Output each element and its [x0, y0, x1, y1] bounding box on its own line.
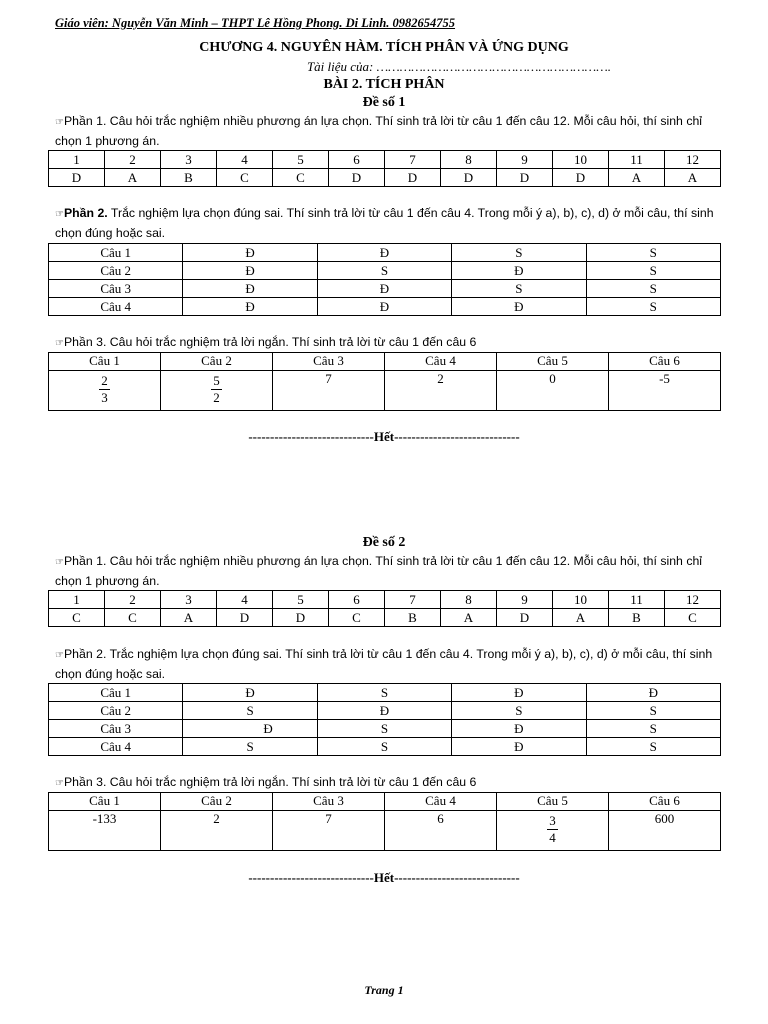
table-cell: 11 — [609, 151, 665, 169]
part-label: Phần 1. — [63, 554, 107, 568]
exam-2-end-marker: -----------------------------Hết----------------------------- — [248, 870, 520, 885]
table-cell: S — [183, 702, 317, 720]
fraction-numerator: 2 — [101, 373, 108, 388]
exam-2-part-3-instructions — [55, 773, 723, 793]
fraction — [211, 371, 222, 406]
table-cell: Đ — [452, 738, 586, 756]
exam-2-part-2-instructions — [55, 645, 723, 684]
table-row-numbers — [49, 591, 721, 609]
exam-1-part-3-instructions — [55, 333, 723, 353]
cell-value: Đ — [263, 720, 273, 736]
table-cell: 9 — [497, 151, 553, 169]
table-cell: 4 — [217, 591, 273, 609]
table-cell: S — [317, 262, 451, 280]
table-cell: 2 — [105, 151, 161, 169]
table-cell: 9 — [497, 591, 553, 609]
exam-2-part-1-instructions — [55, 552, 723, 591]
exam-1-end-marker: -----------------------------Hết----------------------------- — [248, 429, 520, 444]
table-row — [49, 702, 721, 720]
table-cell: C — [49, 609, 105, 627]
table-cell: A — [553, 609, 609, 627]
table-row-headers — [49, 793, 721, 811]
table-cell: A — [609, 169, 665, 187]
exam-1-title: Đề số 1 — [362, 95, 406, 110]
part-label: Phần 2. — [63, 206, 108, 220]
table-cell: Đ — [452, 262, 586, 280]
part-label: Phần 2. — [63, 647, 107, 661]
table-cell: Câu 4 — [49, 738, 183, 756]
table-cell: S — [586, 280, 720, 298]
exam-2-part-2-answer-table — [48, 683, 721, 756]
part-label: Phần 3. — [63, 775, 107, 789]
table-cell: 12 — [665, 591, 721, 609]
table-cell: Đ — [183, 262, 317, 280]
table-cell: -133 — [49, 811, 161, 851]
table-cell: S — [317, 720, 451, 738]
table-row — [49, 244, 721, 262]
table-cell: 7 — [385, 151, 441, 169]
table-row-answers — [49, 371, 721, 411]
table-cell: D — [49, 169, 105, 187]
fraction-denominator: 4 — [549, 830, 556, 845]
table-header-cell: Câu 3 — [273, 353, 385, 371]
fraction — [547, 811, 558, 846]
part-label: Phần 1. — [63, 114, 107, 128]
part-text: Trắc nghiệm lựa chọn đúng sai. Thí sinh trả lời từ câu 1 đến câu 4. Trong mỗi ý a), b), c), d) ở mỗi câu, thí sinh chọn đúng hoặc sai. — [55, 206, 714, 240]
exam-1-part-2-instructions — [55, 204, 723, 243]
table-cell: B — [161, 169, 217, 187]
table-cell: D — [217, 609, 273, 627]
table-cell: 3 — [161, 151, 217, 169]
table-cell: Đ — [586, 684, 720, 702]
table-cell: C — [105, 609, 161, 627]
table-row — [49, 262, 721, 280]
table-header-cell: Câu 2 — [161, 793, 273, 811]
table-cell — [161, 371, 273, 411]
pointing-hand-icon: ☞ — [55, 338, 64, 349]
fraction-numerator: 5 — [213, 373, 220, 388]
table-cell: 10 — [553, 591, 609, 609]
table-cell: Câu 1 — [49, 244, 183, 262]
exam-1-part-3-answer-table — [48, 352, 721, 411]
table-cell: C — [665, 609, 721, 627]
table-cell: Câu 2 — [49, 702, 183, 720]
table-cell: 8 — [441, 591, 497, 609]
table-cell: 12 — [665, 151, 721, 169]
table-cell: Đ — [452, 720, 586, 738]
table-cell — [49, 371, 161, 411]
table-row-answers — [49, 609, 721, 627]
exam-2-part-1-answer-table — [48, 590, 721, 627]
table-cell: 6 — [385, 811, 497, 851]
table-cell: D — [441, 169, 497, 187]
table-cell: 1 — [49, 591, 105, 609]
table-cell: 2 — [161, 811, 273, 851]
fraction-denominator: 2 — [213, 390, 220, 405]
table-cell: Đ — [452, 684, 586, 702]
table-cell: Đ — [183, 244, 317, 262]
page-number: Trang 1 — [364, 983, 404, 997]
table-cell: Đ — [317, 244, 451, 262]
exam-2-title: Đề số 2 — [362, 535, 406, 550]
part-text: Câu hỏi trắc nghiệm trả lời ngắn. Thí sinh trả lời từ câu 1 đến câu 6 — [106, 775, 477, 789]
table-cell: 2 — [105, 591, 161, 609]
table-cell: Đ — [317, 702, 451, 720]
table-cell: S — [317, 738, 451, 756]
table-row — [49, 720, 721, 738]
table-cell: S — [183, 738, 317, 756]
table-cell: 8 — [441, 151, 497, 169]
table-cell: B — [385, 609, 441, 627]
table-header-cell: Câu 5 — [497, 353, 609, 371]
table-cell: Đ — [183, 280, 317, 298]
table-cell: -5 — [609, 371, 721, 411]
table-cell: Câu 2 — [49, 262, 183, 280]
table-row — [49, 298, 721, 316]
table-cell: D — [273, 609, 329, 627]
table-cell: Đ — [452, 298, 586, 316]
exam-1-part-1-answer-table — [48, 150, 721, 187]
table-cell: D — [385, 169, 441, 187]
table-cell: A — [665, 169, 721, 187]
table-row — [49, 738, 721, 756]
table-cell: S — [586, 298, 720, 316]
table-cell: B — [609, 609, 665, 627]
table-cell: Đ — [317, 280, 451, 298]
table-cell: 3 — [161, 591, 217, 609]
table-cell: 600 — [609, 811, 721, 851]
part-text: Trắc nghiệm lựa chọn đúng sai. Thí sinh trả lời từ câu 1 đến câu 4. Trong mỗi ý a), b), c), d) ở mỗi câu, thí sinh chọn đúng hoặc sai. — [55, 647, 713, 681]
table-cell: A — [161, 609, 217, 627]
table-header-cell: Câu 4 — [385, 353, 497, 371]
table-cell: S — [452, 244, 586, 262]
exam-1-part-1-instructions — [55, 112, 723, 151]
fraction-denominator: 3 — [101, 390, 108, 405]
table-cell: 7 — [273, 371, 385, 411]
table-row-answers — [49, 169, 721, 187]
fraction-numerator: 3 — [549, 813, 556, 828]
table-header-cell: Câu 6 — [609, 353, 721, 371]
table-cell: Câu 3 — [49, 280, 183, 298]
pointing-hand-icon: ☞ — [55, 117, 64, 128]
table-cell: S — [586, 720, 720, 738]
table-header-cell: Câu 4 — [385, 793, 497, 811]
table-cell: D — [329, 169, 385, 187]
table-header-cell: Câu 1 — [49, 353, 161, 371]
table-cell: Câu 4 — [49, 298, 183, 316]
table-cell: C — [273, 169, 329, 187]
table-cell: A — [105, 169, 161, 187]
table-cell: S — [586, 244, 720, 262]
teacher-header: Giáo viên: Nguyễn Văn Minh – THPT Lê Hồng Phong. Di Linh. 0982654755 — [55, 16, 456, 30]
fraction — [99, 371, 110, 406]
table-cell: Đ — [317, 298, 451, 316]
table-cell: S — [586, 702, 720, 720]
exam-1-part-2-answer-table — [48, 243, 721, 316]
table-cell: 2 — [385, 371, 497, 411]
table-cell: S — [586, 738, 720, 756]
table-cell: Câu 1 — [49, 684, 183, 702]
table-cell: S — [586, 262, 720, 280]
chapter-title: CHƯƠNG 4. NGUYÊN HÀM. TÍCH PHÂN VÀ ỨNG DỤNG — [199, 40, 569, 55]
table-cell: A — [441, 609, 497, 627]
table-cell: Đ — [183, 298, 317, 316]
table-row-numbers — [49, 151, 721, 169]
table-cell: 7 — [273, 811, 385, 851]
table-cell: C — [329, 609, 385, 627]
table-cell — [183, 720, 317, 738]
table-cell: S — [452, 702, 586, 720]
part-text: Câu hỏi trắc nghiệm trả lời ngắn. Thí sinh trả lời từ câu 1 đến câu 6 — [106, 335, 477, 349]
table-cell: 11 — [609, 591, 665, 609]
table-cell: D — [553, 169, 609, 187]
table-cell: S — [452, 280, 586, 298]
table-cell: 6 — [329, 151, 385, 169]
table-cell: D — [497, 609, 553, 627]
table-header-cell: Câu 6 — [609, 793, 721, 811]
part-text: Câu hỏi trắc nghiệm nhiều phương án lựa chọn. Thí sinh trả lời từ câu 1 đến câu 12. Mỗi câu hỏi, thí sinh chỉ chọn 1 phương án. — [55, 114, 703, 148]
part-label: Phần 3. — [63, 335, 107, 349]
pointing-hand-icon: ☞ — [55, 778, 64, 789]
table-cell: 5 — [273, 591, 329, 609]
table-cell: 0 — [497, 371, 609, 411]
table-header-cell: Câu 3 — [273, 793, 385, 811]
part-text: Câu hỏi trắc nghiệm nhiều phương án lựa chọn. Thí sinh trả lời từ câu 1 đến câu 12. Mỗi câu hỏi, thí sinh chỉ chọn 1 phương án. — [55, 554, 703, 588]
table-cell: S — [317, 684, 451, 702]
table-cell: 10 — [553, 151, 609, 169]
table-cell: D — [497, 169, 553, 187]
pointing-hand-icon: ☞ — [55, 557, 64, 568]
exam-2-part-3-answer-table — [48, 792, 721, 851]
table-header-cell: Câu 2 — [161, 353, 273, 371]
pointing-hand-icon: ☞ — [55, 650, 64, 661]
table-row — [49, 684, 721, 702]
table-row-answers — [49, 811, 721, 851]
table-cell: C — [217, 169, 273, 187]
pointing-hand-icon: ☞ — [55, 209, 64, 220]
table-cell: 6 — [329, 591, 385, 609]
table-cell — [497, 811, 609, 851]
table-cell: 5 — [273, 151, 329, 169]
lesson-title: BÀI 2. TÍCH PHÂN — [323, 77, 445, 92]
document-owner-line: Tài liệu của: ……………………………………………………. — [306, 59, 612, 74]
table-cell: Câu 3 — [49, 720, 183, 738]
table-cell: 1 — [49, 151, 105, 169]
table-row-headers — [49, 353, 721, 371]
table-cell: 4 — [217, 151, 273, 169]
table-header-cell: Câu 5 — [497, 793, 609, 811]
table-row — [49, 280, 721, 298]
table-cell: 7 — [385, 591, 441, 609]
table-cell: Đ — [183, 684, 317, 702]
table-header-cell: Câu 1 — [49, 793, 161, 811]
